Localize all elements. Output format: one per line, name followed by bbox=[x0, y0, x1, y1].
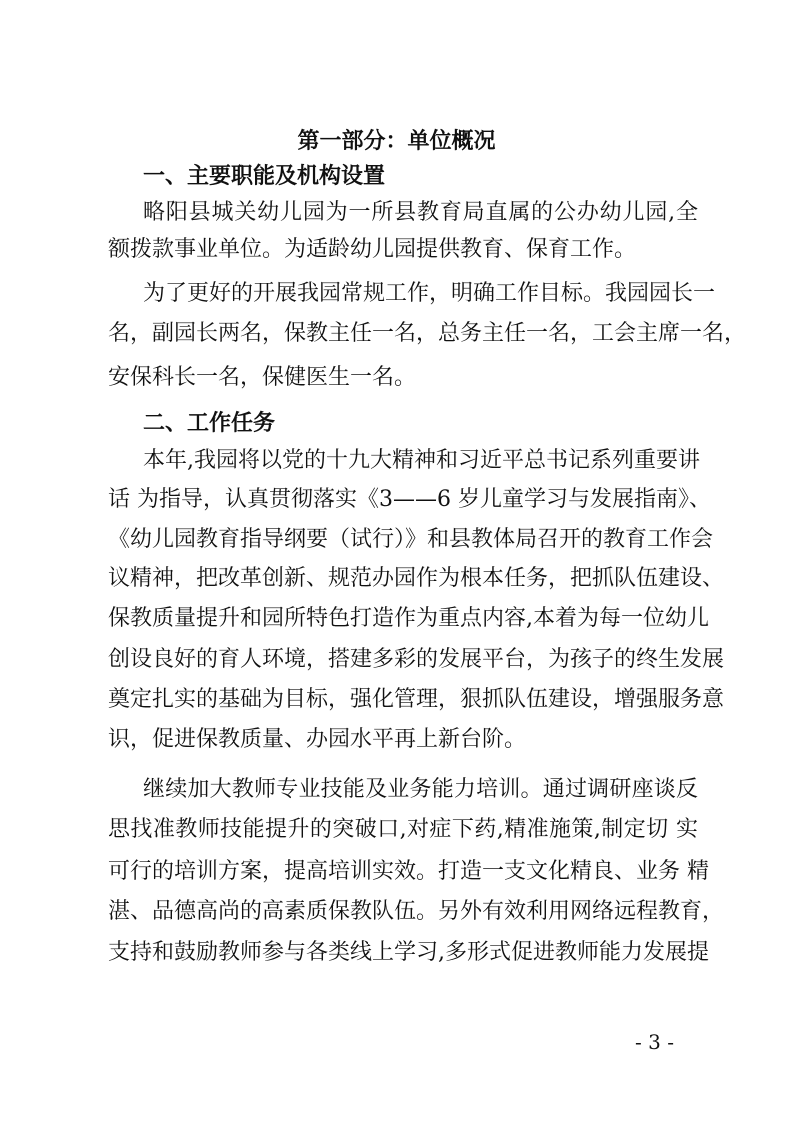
paragraph-line: 可行的培训方案，提高培训实效。打造一支文化精良、业务 精 bbox=[108, 859, 709, 884]
paragraph-line: 识，促进保教质量、办园水平再上新台阶。 bbox=[108, 727, 527, 752]
page-number: - 3 - bbox=[635, 1030, 674, 1054]
paragraph-line: 《幼儿园教育指导纲要（试行）》和县教体局召开的教育工作会 bbox=[108, 527, 714, 552]
paragraph-line: 保教质量提升和园所特色打造作为重点内容,本着为每一位幼儿 bbox=[108, 606, 709, 631]
paragraph-line: 湛、品德高尚的高素质保教队伍。另外有效利用网络远程教育， bbox=[108, 899, 725, 924]
paragraph-line: 安保科长一名，保健医生一名。 bbox=[108, 365, 417, 390]
paragraph-line: 本年,我园将以党的十九大精神和习近平总书记系列重要讲 bbox=[143, 448, 700, 473]
paragraph-line: 话 为指导，认真贯彻落实《3——6 岁儿童学习与发展指南》、 bbox=[108, 487, 711, 512]
paragraph-line: 思找准教师技能提升的突破口,对症下药,精准施策,制定切 实 bbox=[108, 817, 698, 842]
paragraph-line: 略阳县城关幼儿园为一所县教育局直属的公办幼儿园,全 bbox=[143, 200, 698, 225]
paragraph-line: 额拨款事业单位。为适龄幼儿园提供教育、保育工作。 bbox=[108, 237, 637, 262]
paragraph-line: 支持和鼓励教师参与各类线上学习,多形式促进教师能力发展提 bbox=[108, 940, 709, 965]
section-heading: 一、主要职能及机构设置 bbox=[143, 164, 386, 189]
paragraph-line: 创设良好的育人环境，搭建多彩的发展平台，为孩子的终生发展 bbox=[108, 647, 725, 672]
paragraph-line: 名，副园长两名，保教主任一名，总务主任一名，工会主席一名， bbox=[108, 321, 747, 346]
paragraph-line: 议精神，把改革创新、规范办园作为根本任务，把抓队伍建设、 bbox=[108, 566, 725, 591]
paragraph-line: 为了更好的开展我园常规工作，明确工作目标。我园园长一 bbox=[143, 281, 716, 306]
paragraph-line: 奠定扎实的基础为目标，强化管理，狠抓队伍建设，增强服务意 bbox=[108, 687, 725, 712]
paragraph-line: 继续加大教师专业技能及业务能力培训。通过调研座谈反 bbox=[143, 777, 698, 802]
page-title: 第一部分：单位概况 bbox=[297, 129, 496, 154]
section-heading: 二、工作任务 bbox=[143, 411, 276, 436]
